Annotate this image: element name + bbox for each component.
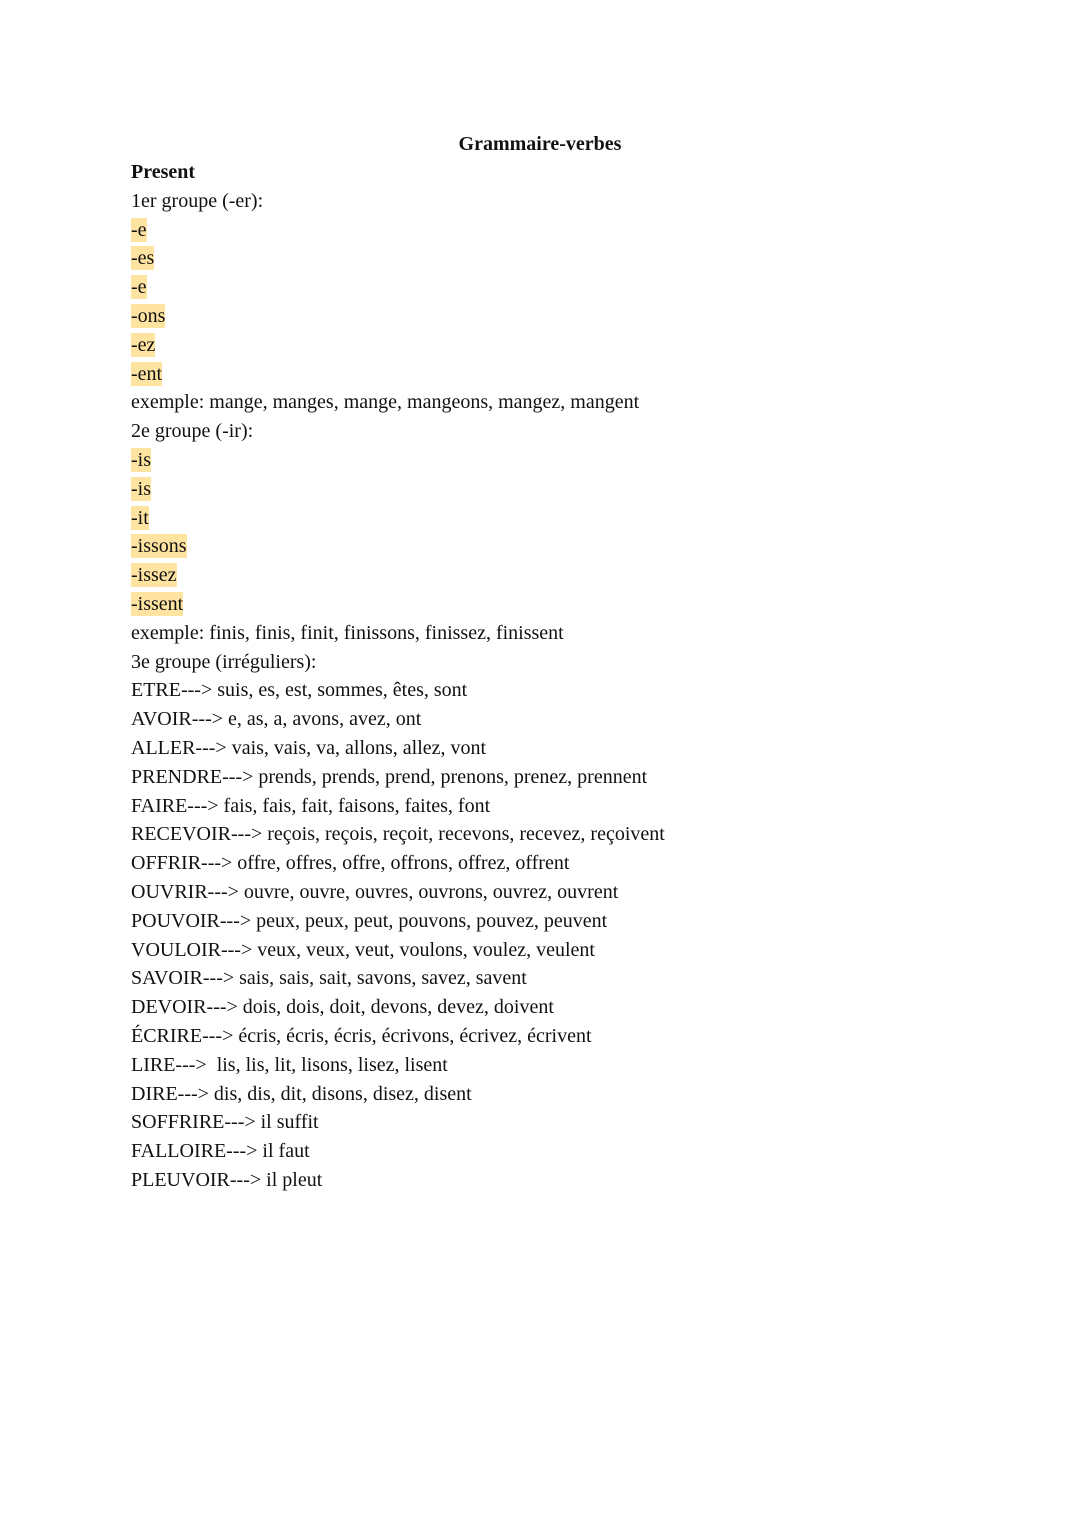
group2-ending: [131, 475, 1011, 504]
verb-conjugation-line: ALLER---> vais, vais, va, allons, allez, vont: [131, 736, 487, 759]
group2-ending: [131, 532, 1011, 561]
group2-ending: [131, 446, 1011, 475]
group1-ending: [131, 273, 1011, 302]
verb-conjugation-line: LIRE---> lis, lis, lit, lisons, lisez, lisent: [131, 1053, 448, 1076]
verb-conjugation-line: RECEVOIR---> reçois, reçois, reçoit, recevons, recevez, reçoivent: [131, 823, 665, 846]
verb-conjugation-line: ETRE---> suis, es, est, sommes, êtes, sont: [131, 679, 468, 702]
verb-conjugation-line: DIRE---> dis, dis, dit, disons, disez, disent: [131, 1082, 472, 1105]
highlighted-ending: -e: [131, 218, 147, 241]
group2-ending: [131, 504, 1011, 533]
verb-conjugation-line: VOULOIR---> veux, veux, veut, voulons, voulez, veulent: [131, 938, 595, 961]
verb-conjugation-line: OFFRIR---> offre, offres, offre, offrons, offrez, offrent: [131, 852, 570, 875]
verb-conjugation-line: AVOIR---> e, as, a, avons, avez, ont: [131, 708, 422, 731]
highlighted-ending: -ent: [131, 362, 163, 385]
highlighted-ending: -is: [131, 448, 151, 471]
verb-conjugation-line: PRENDRE---> prends, prends, prend, prenons, prenez, prennent: [131, 765, 648, 788]
document-body: [131, 158, 1011, 1195]
verb-conjugation-line: SAVOIR---> sais, sais, sait, savons, savez, savent: [131, 967, 527, 990]
highlighted-ending: -is: [131, 477, 151, 500]
document-title: Grammaire-verbes: [458, 133, 622, 155]
highlighted-ending: -ons: [131, 304, 166, 327]
verb-conjugation-line: OUVRIR---> ouvre, ouvre, ouvres, ouvrons, ouvrez, ouvrent: [131, 880, 619, 903]
group2-example: exemple: finis, finis, finit, finissons, finissez, finissent: [131, 621, 564, 644]
verb-conjugation-line: FALLOIRE---> il faut: [131, 1140, 310, 1163]
section-heading: Present: [131, 161, 196, 183]
group2-ending: [131, 590, 1011, 619]
verb-conjugation-line: POUVOIR---> peux, peux, peut, pouvons, pouvez, peuvent: [131, 909, 608, 932]
group2-ending: [131, 561, 1011, 590]
group1-heading: 1er groupe (-er):: [131, 189, 264, 212]
verb-conjugation-line: FAIRE---> fais, fais, fait, faisons, faites, font: [131, 794, 491, 817]
group1-example: exemple: mange, manges, mange, mangeons, mangez, mangent: [131, 391, 640, 414]
group1-ending: [131, 216, 1011, 245]
highlighted-ending: -e: [131, 276, 147, 299]
highlighted-ending: -ez: [131, 333, 156, 356]
verb-conjugation-line: DEVOIR---> dois, dois, doit, devons, devez, doivent: [131, 996, 554, 1019]
highlighted-ending: -it: [131, 506, 149, 529]
highlighted-ending: -es: [131, 247, 155, 270]
highlighted-ending: -issons: [131, 535, 187, 558]
group2-heading: 2e groupe (-ir):: [131, 420, 254, 443]
group3-heading: 3e groupe (irréguliers):: [131, 650, 317, 673]
highlighted-ending: -issent: [131, 592, 184, 615]
verb-conjugation-line: SOFFRIRE---> il suffit: [131, 1111, 319, 1134]
group1-ending: [131, 331, 1011, 360]
group1-ending: [131, 244, 1011, 273]
group1-ending: [131, 302, 1011, 331]
verb-conjugation-line: ÉCRIRE---> écris, écris, écris, écrivons, écrivez, écrivent: [131, 1024, 592, 1047]
verb-conjugation-line: PLEUVOIR---> il pleut: [131, 1168, 323, 1191]
highlighted-ending: -issez: [131, 564, 177, 587]
group1-ending: [131, 360, 1011, 389]
